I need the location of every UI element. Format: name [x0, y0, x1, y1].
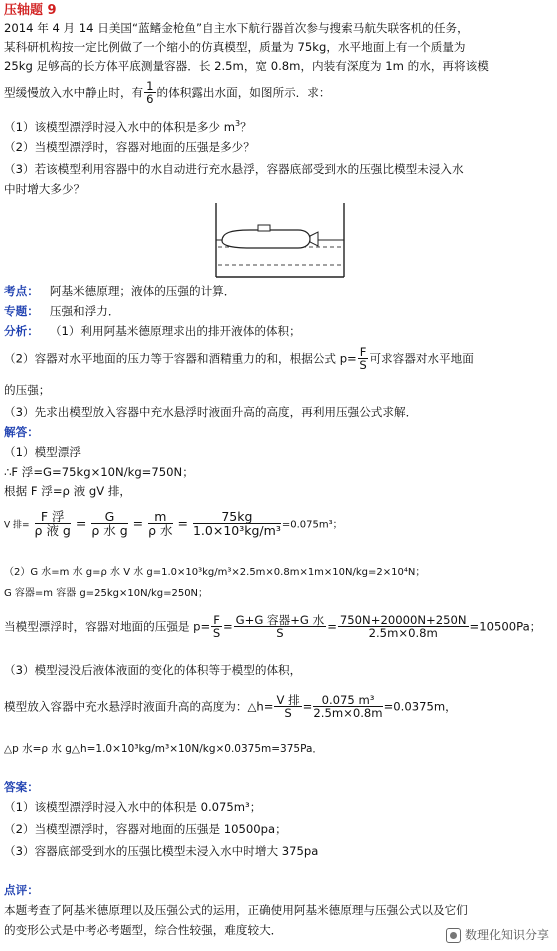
solution-line-7: 当模型漂浮时，容器对地面的压强是 p= $\frac{F}{S}$ = $\frac{\text{G+G 容器+G 水}}{S}$ = $\frac{750N+20000N+250N}{2.5m\times 0.8m}$ =10500Pa；: [4, 613, 542, 640]
solution-line-2: ∴F 浮=G=75kg×10N/kg=750N；: [4, 465, 194, 479]
solution-line-5: （2）G 水=m 水 g=ρ 水 V 水 g=1.0×10³kg/m³×2.5m×0.8m×1m×10N/kg=2×10⁴N；: [4, 567, 426, 578]
solution-line-8: （3）模型浸没后液体液面的变化的体积等于模型的体积，: [4, 663, 302, 677]
solution-line-9: 模型放入容器中充水悬浮时液面升高的高度为：△h= $\frac{\text{V 排}}{S}$ = $\frac{\text{0.075 m³}}{2.5m\times 0.8m}$ =0.0375m，: [4, 693, 457, 720]
comment-label: 点评：: [4, 883, 39, 897]
fraction-f-over-s: $\frac{F}{S}$: [359, 345, 367, 372]
answer-line-1: （1）该模型漂浮时浸入水中的体积是 0.075m³；: [4, 800, 262, 814]
solution-label: 解答：: [4, 425, 39, 439]
answer-label: 答案：: [4, 780, 39, 794]
answer-line-2: （2）当模型漂浮时，容器对地面的压强是 10500pa；: [4, 822, 287, 836]
fenxi-line-3: （3）先求出模型放入容器中充水悬浮时液面升高的高度，再利用压强公式求解．: [4, 405, 418, 419]
solution-line-3: 根据 F 浮=ρ 液 gV 排，: [4, 484, 132, 498]
watermark-logo-icon: [446, 928, 461, 943]
fenxi-row: 分析： （1）利用阿基米德原理求出的排开液体的体积；: [4, 324, 301, 338]
solution-line-10: △p 水=ρ 水 g△h=1.0×10³kg/m³×10N/kg×0.0375m=375Pa．: [4, 743, 323, 755]
submarine-model-icon: [222, 225, 318, 248]
question-3-a: （3）若该模型利用容器中的水自动进行充水悬浮，容器底部受到水的压强比模型未浸入水: [4, 162, 464, 176]
problem-line-1: 2014 年 4 月 14 日美国“蓝鳍金枪鱼”自主水下航行器首次参与搜索马航失联客机的任务，: [4, 21, 469, 35]
answer-line-3: （3）容器底部受到水的压强比模型未浸入水中时增大 375pa: [4, 844, 319, 858]
fraction-one-sixth: $\frac{1}{6}$: [146, 79, 154, 106]
problem-line-2: 某科研机构按一定比例做了一个缩小的仿真模型，质量为 75kg，水平地面上有一个质量为: [4, 40, 466, 54]
problem-title: 压轴题 9: [4, 3, 57, 18]
question-2: （2）当模型漂浮时，容器对地面的压强是多少？: [4, 140, 255, 154]
solution-line-4: V 排= $\frac{\text{F 浮}}{\text{ρ 液 g}}$ = $\frac{G}{\text{ρ 水 g}}$ = $\frac{m}{\text{ρ 水}}$ = $\frac{75kg}{\text{1.0×10³kg/m³}}$ =0.075m³；: [4, 509, 343, 538]
solution-line-6: G 容器=m 容器 g=25kg×10N/kg=250N；: [4, 588, 209, 599]
comment-line-1: 本题考查了阿基米德原理以及压强公式的运用，正确使用阿基米德原理与压强公式以及它们: [4, 903, 468, 917]
zhuanti-row: 专题： 压强和浮力．: [4, 304, 120, 318]
problem-line-3: 25kg 足够高的长方体平底测量容器．长 2.5m，宽 0.8m，内装有深度为 1m 的水，再将该模: [4, 59, 489, 73]
comment-line-2: 的变形公式是中考必考题型，综合性较强，难度较大．: [4, 923, 283, 937]
container-diagram: [210, 203, 350, 279]
kaodian-row: 考点： 阿基米德原理；液体的压强的计算．: [4, 284, 236, 298]
solution-line-1: （1）模型漂浮: [4, 445, 81, 459]
problem-line-4: 型缓慢放入水中静止时，有 $\frac{1}{6}$ 的体积露出水面，如图所示．求：: [4, 79, 331, 106]
question-3-b: 中时增大多少？: [4, 182, 86, 196]
fenxi-line-2-cont: 的压强；: [4, 383, 51, 397]
watermark: 数理化知识分享: [446, 926, 549, 943]
question-1: （1）该模型漂浮时浸入水中的体积是多少 $m^3$？: [4, 119, 252, 134]
fenxi-line-2: （2）容器对水平地面的压力等于容器和酒精重力的和，根据公式 p= $\frac{F}{S}$ 可求容器对水平地面: [4, 345, 474, 372]
